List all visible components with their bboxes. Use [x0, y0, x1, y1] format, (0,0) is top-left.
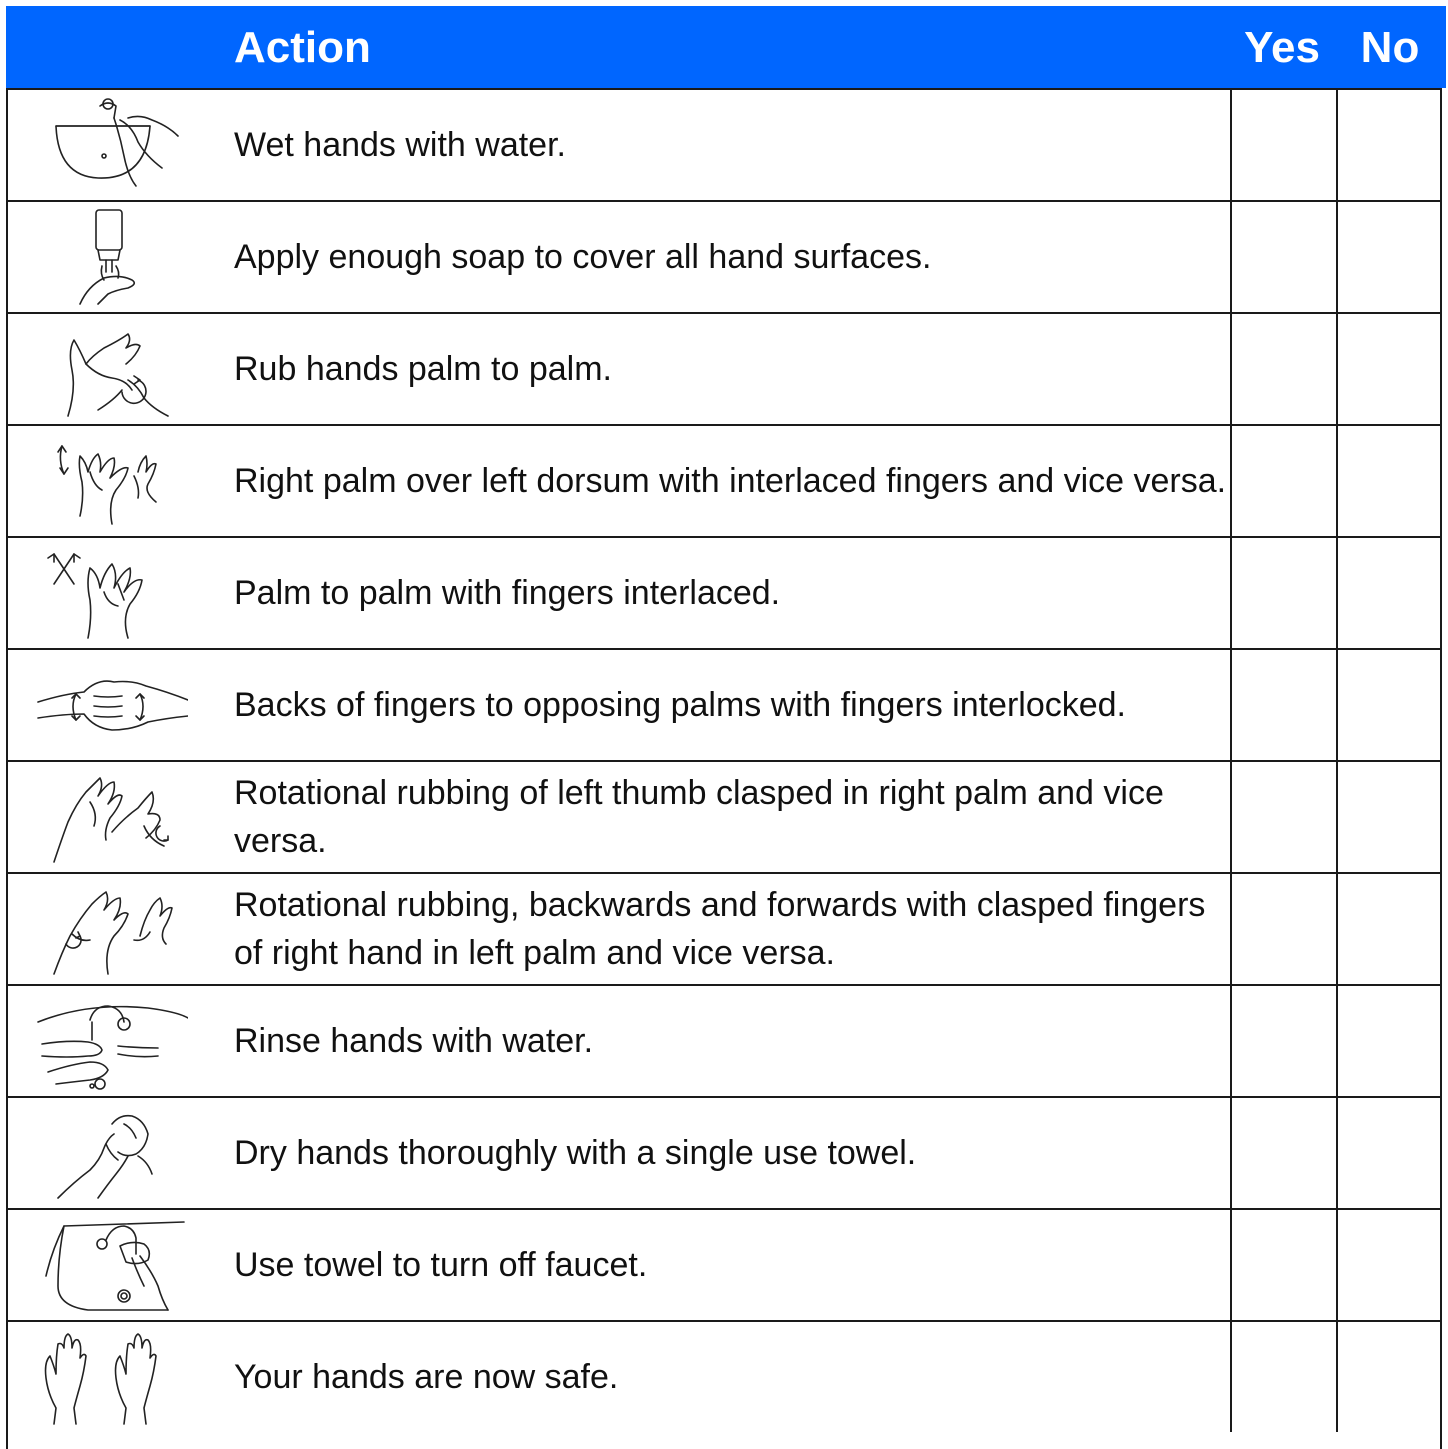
table-row [8, 1320, 1440, 1432]
action-text: Rinse hands with water. [234, 1022, 594, 1060]
no-checkbox-cell[interactable] [1336, 90, 1440, 200]
rinse-hands-icon [28, 992, 188, 1090]
yes-checkbox-cell[interactable] [1230, 650, 1336, 760]
yes-checkbox-cell[interactable] [1230, 874, 1336, 984]
action-text: Rub hands palm to palm. [234, 350, 612, 388]
yes-column-header: Yes [1244, 23, 1320, 72]
no-checkbox-cell[interactable] [1336, 1098, 1440, 1208]
table-row [8, 872, 1440, 984]
action-text: Wet hands with water. [234, 126, 566, 164]
yes-checkbox-cell[interactable] [1230, 762, 1336, 872]
action-text: Apply enough soap to cover all hand surfaces. [234, 238, 932, 276]
towel-turn-off-faucet-icon [28, 1216, 188, 1314]
no-checkbox-cell[interactable] [1336, 650, 1440, 760]
table-row [8, 984, 1440, 1096]
soap-dispenser-icon [28, 208, 188, 306]
hand-washing-checklist-table [6, 6, 1442, 1449]
action-text: Use towel to turn off faucet. [234, 1246, 648, 1284]
yes-checkbox-cell[interactable] [1230, 90, 1336, 200]
no-checkbox-cell[interactable] [1336, 874, 1440, 984]
yes-checkbox-cell[interactable] [1230, 1322, 1336, 1432]
table-row [8, 648, 1440, 760]
checklist-rows [8, 88, 1440, 1432]
action-text: Your hands are now safe. [234, 1358, 619, 1396]
no-checkbox-cell[interactable] [1336, 314, 1440, 424]
table-row [8, 424, 1440, 536]
yes-checkbox-cell[interactable] [1230, 426, 1336, 536]
no-checkbox-cell[interactable] [1336, 1210, 1440, 1320]
table-row [8, 1096, 1440, 1208]
palm-to-palm-icon [28, 320, 188, 418]
action-text: Rotational rubbing of left thumb clasped in right palm and vice versa. [234, 774, 1164, 860]
palm-over-dorsum-icon [28, 432, 188, 530]
table-row [8, 1208, 1440, 1320]
action-text: Rotational rubbing, backwards and forwards with clasped fingers of right hand in left palm and vice versa. [234, 886, 1206, 972]
table-row [8, 760, 1440, 872]
fingers-interlaced-icon [28, 544, 188, 642]
no-checkbox-cell[interactable] [1336, 762, 1440, 872]
thumb-rubbing-icon [28, 768, 188, 866]
dry-hands-towel-icon [28, 1104, 188, 1202]
no-checkbox-cell[interactable] [1336, 1322, 1440, 1432]
no-checkbox-cell[interactable] [1336, 986, 1440, 1096]
action-text: Dry hands thoroughly with a single use towel. [234, 1134, 917, 1172]
table-row [8, 88, 1440, 200]
yes-checkbox-cell[interactable] [1230, 538, 1336, 648]
table-row [8, 536, 1440, 648]
action-text: Palm to palm with fingers interlaced. [234, 574, 781, 612]
table-row [8, 200, 1440, 312]
no-checkbox-cell[interactable] [1336, 426, 1440, 536]
action-text: Backs of fingers to opposing palms with fingers interlocked. [234, 686, 1127, 724]
action-column-header: Action [234, 23, 371, 72]
wet-hands-sink-icon [28, 96, 188, 194]
yes-checkbox-cell[interactable] [1230, 1210, 1336, 1320]
action-text: Right palm over left dorsum with interlaced fingers and vice versa. [234, 462, 1227, 500]
no-checkbox-cell[interactable] [1336, 202, 1440, 312]
backs-of-fingers-icon [28, 656, 188, 754]
yes-checkbox-cell[interactable] [1230, 202, 1336, 312]
yes-checkbox-cell[interactable] [1230, 986, 1336, 1096]
safe-hands-icon [28, 1328, 188, 1426]
no-column-header: No [1360, 23, 1420, 72]
table-row [8, 312, 1440, 424]
yes-checkbox-cell[interactable] [1230, 314, 1336, 424]
fingertips-in-palm-icon [28, 880, 188, 978]
no-checkbox-cell[interactable] [1336, 538, 1440, 648]
yes-checkbox-cell[interactable] [1230, 1098, 1336, 1208]
table-header [6, 6, 1446, 88]
